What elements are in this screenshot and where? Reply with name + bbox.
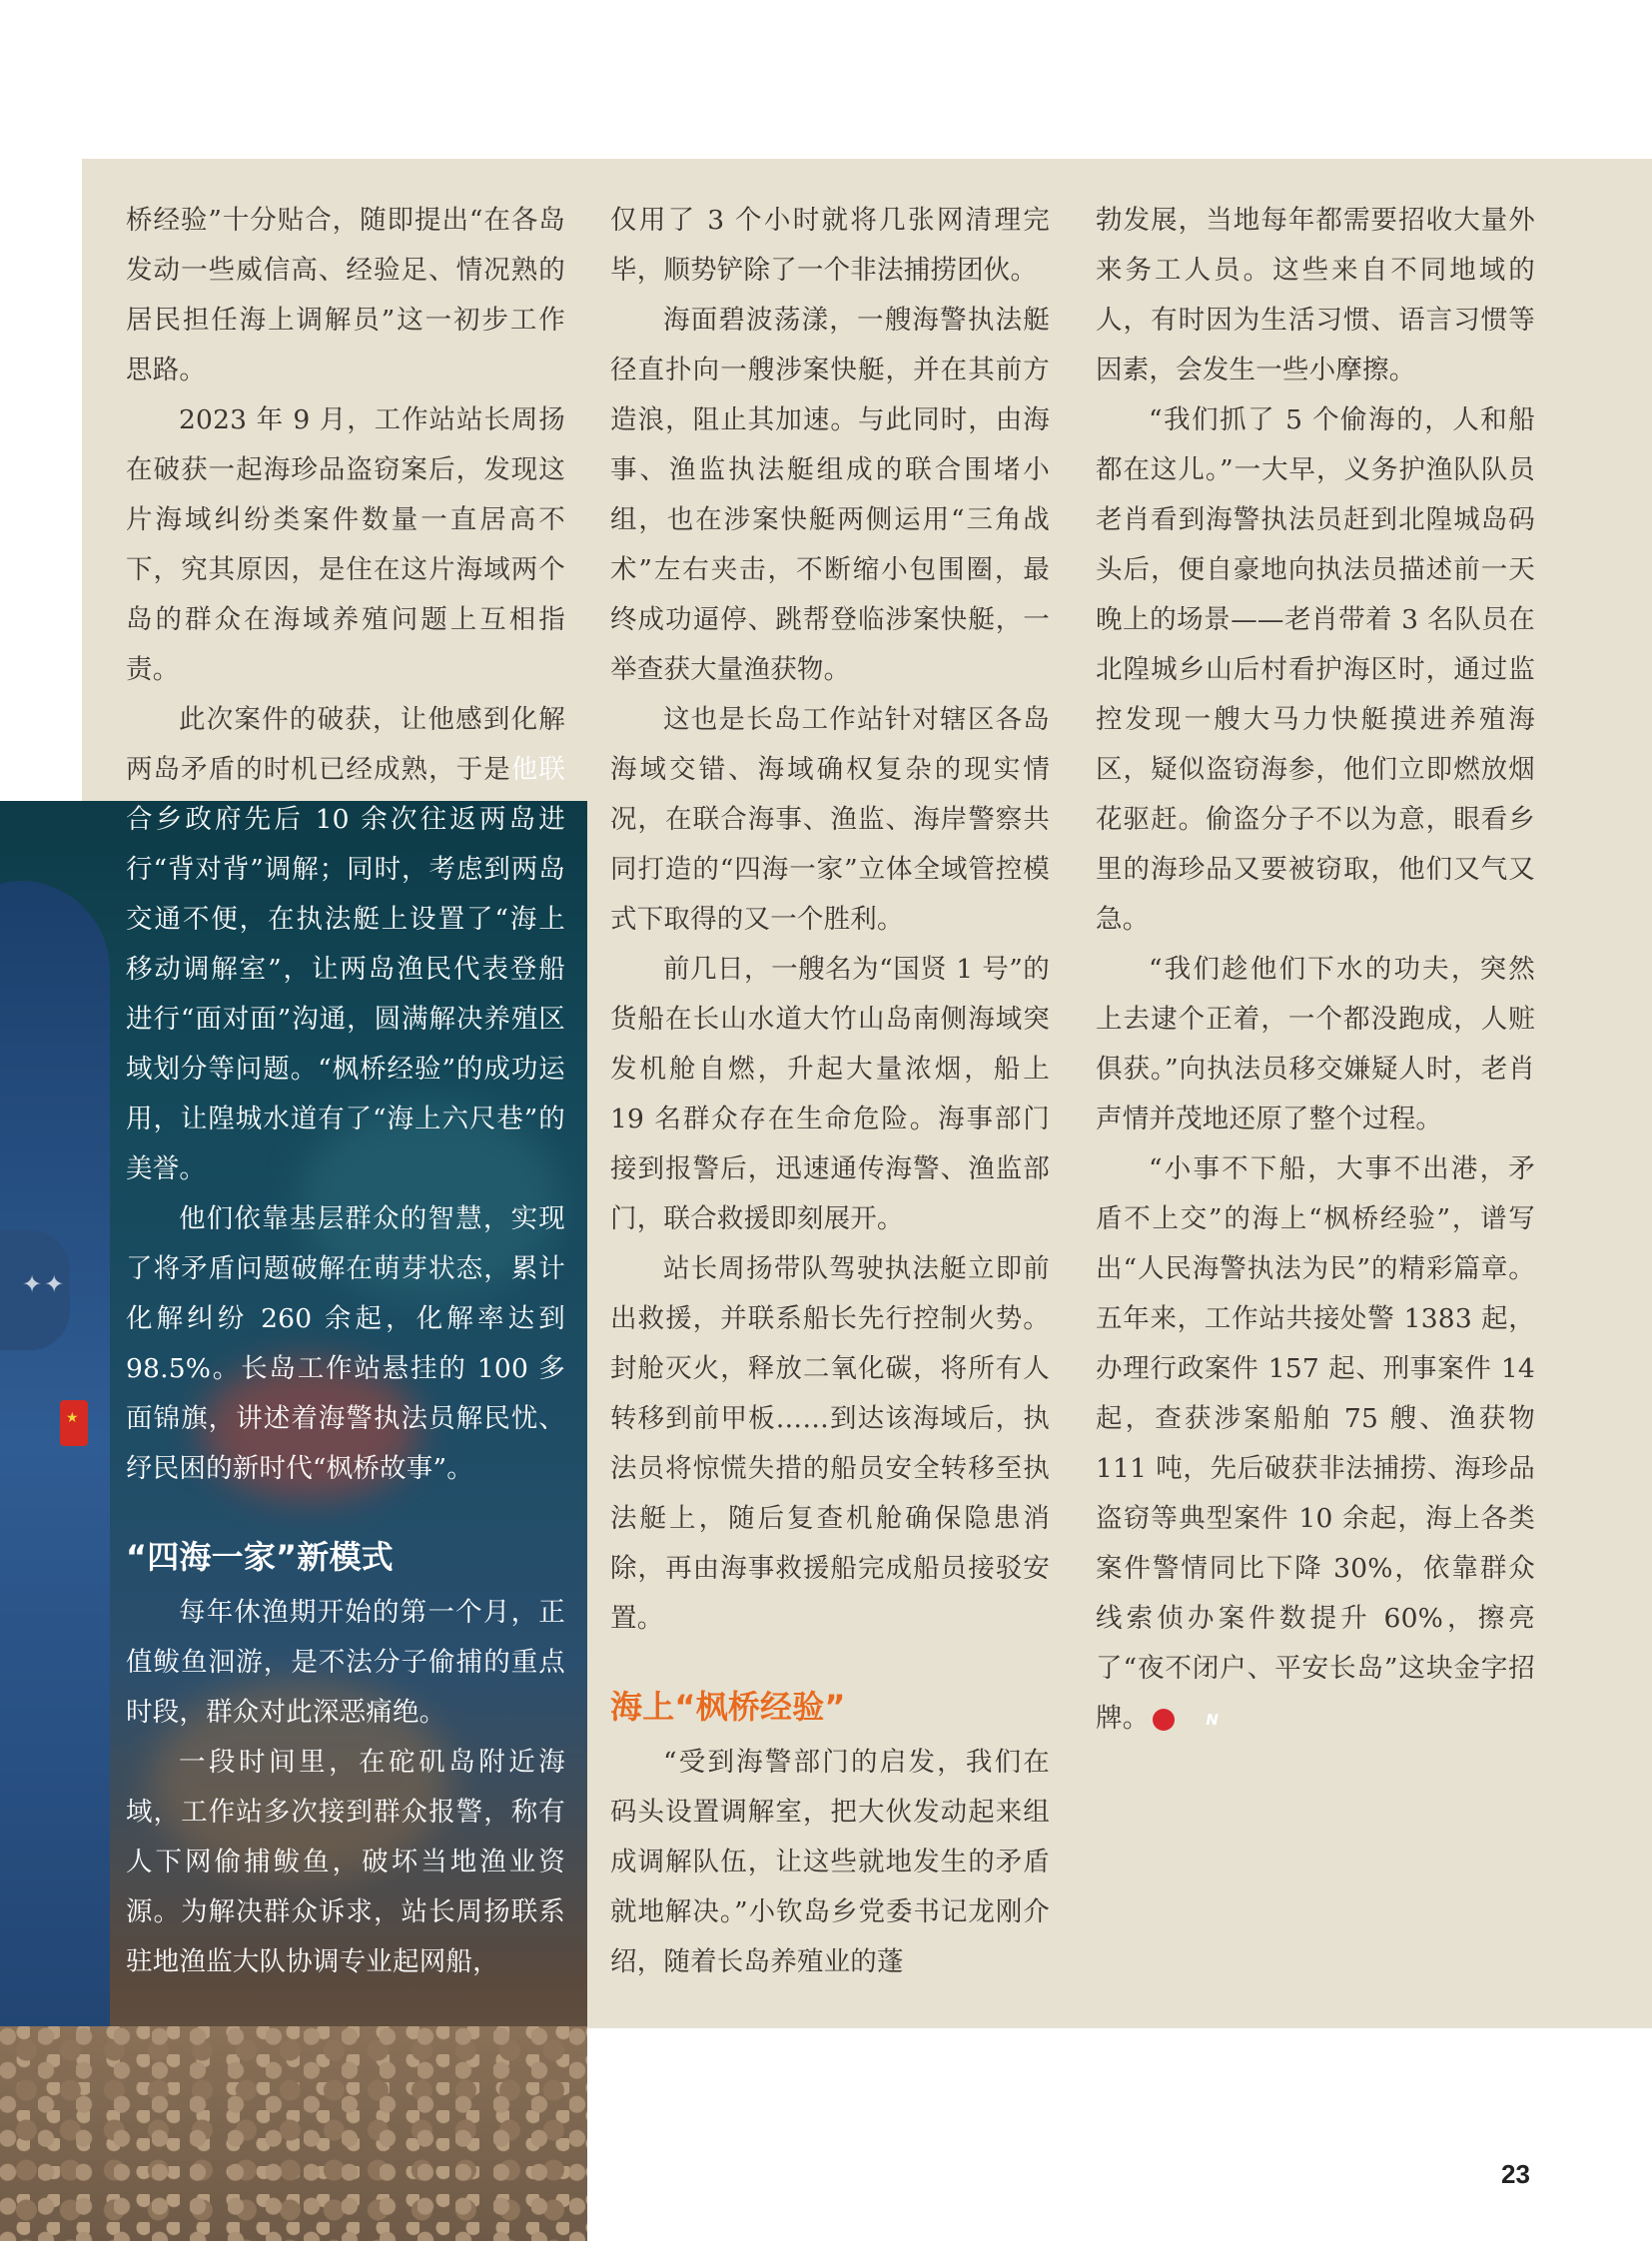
paragraph: 2023 年 9 月，工作站站长周扬在破获一起海珍品盗窃案后，发现这片海域纠纷类案件数量一直居高不下，究其原因，是住在这片海域两个岛的群众在海域养殖问题上互相指责。 bbox=[126, 404, 565, 685]
paragraph: 前几日，一艘名为“国贤 1 号”的货船在长山水道大竹山岛南侧海域突发机舱自燃，升起大量浓烟，船上 19 名群众存在生命危险。海事部门接到报警后，迅速通传海警、渔监部门，联合救援即刻展开。 bbox=[610, 954, 1050, 1234]
paragraph bbox=[1096, 1144, 1535, 1744]
paragraph: 海面碧波荡漾，一艘海警执法艇径直扑向一艘涉案快艇，并在其前方造浪，阻止其加速。与此同时，由海事、渔监执法艇组成的联合围堵小组，也在涉案快艇两侧运用“三角战术”左右夹击，不断缩小包围圈，最终成功逼停、跳帮登临涉案快艇，一举查获大量渔获物。 bbox=[610, 305, 1050, 685]
paragraph-text: 此次案件的破获，让他感到化解两岛矛盾的时机已经成熟，于是 bbox=[126, 704, 565, 785]
paragraph: 仅用了 3 个小时就将几张网清理完毕，顺势铲除了一个非法捕捞团伙。 bbox=[610, 205, 1050, 286]
article-column-3 bbox=[1096, 196, 1535, 1744]
flag-patch-icon bbox=[60, 1400, 88, 1446]
paragraph-text-on-photo: 他联合乡政府先后 10 余次往返两岛进行“背对背”调解；同时，考虑到两岛交通不便，在执法艇上设置了“海上移动调解室”，让两岛渔民代表登船进行“面对面”沟通，圆满解决养殖区域划分等问题。“枫桥经验”的成功运用，让隍城水道有了“海上六尺巷”的美誉。 bbox=[126, 754, 565, 1184]
end-mark-icon: N bbox=[1153, 1709, 1175, 1731]
gravel-ground bbox=[0, 2026, 587, 2241]
paragraph bbox=[126, 695, 565, 1194]
section-heading: “四海一家”新模式 bbox=[126, 1538, 394, 1576]
paragraph: 一段时间里，在砣矶岛附近海域，工作站多次接到群众报警，称有人下网偷捕鲅鱼，破坏当地渔业资源。为解决群众诉求，站长周扬联系驻地渔监大队协调专业起网船， bbox=[126, 1747, 565, 1977]
paragraph: “我们趁他们下水的功夫，突然上去逮个正着，一个都没跑成，人赃俱获。”向执法员移交嫌疑人时，老肖声情并茂地还原了整个过程。 bbox=[1096, 954, 1535, 1134]
paragraph: 每年休渔期开始的第一个月，正值鲅鱼洄游，是不法分子偷捕的重点时段，群众对此深恶痛绝。 bbox=[126, 1597, 565, 1728]
paragraph: “我们抓了 5 个偷海的，人和船都在这儿。”一大早，义务护渔队队员老肖看到海警执法员赶到北隍城岛码头后，便自豪地向执法员描述前一天晚上的场景——老肖带着 3 名队员在北隍城乡山后村看护海区时，通过监控发现一艘大马力快艇摸进养殖海区，疑似盗窃海参，他们立即燃放烟花驱赶。偷盗分子不以为意，眼看乡里的海珍品又要被窃取，他们又气又急。 bbox=[1096, 404, 1535, 935]
paragraph: 勃发展，当地每年都需要招收大量外来务工人员。这些来自不同地域的人，有时因为生活习惯、语言习惯等因素，会发生一些小摩擦。 bbox=[1096, 205, 1535, 385]
paragraph: 他们依靠基层群众的智慧，实现了将矛盾问题破解在萌芽状态，累计化解纠纷 260 余起，化解率达到 98.5%。长岛工作站悬挂的 100 多面锦旗，讲述着海警执法员解民忧、纾民困的新时代“枫桥故事”。 bbox=[126, 1203, 565, 1484]
section-heading: 海上“枫桥经验” bbox=[610, 1688, 846, 1726]
article-column-2 bbox=[610, 196, 1050, 1987]
epaulette-stars: ✦✦ bbox=[22, 1270, 67, 1298]
paragraph: 桥经验”十分贴合，随即提出“在各岛发动一些威信高、经验足、情况熟的居民担任海上调解员”这一初步工作思路。 bbox=[126, 205, 565, 385]
article-column-1 bbox=[126, 196, 565, 1987]
paragraph-text: “小事不下船，大事不出港，矛盾不上交”的海上“枫桥经验”，谱写出“人民海警执法为民”的精彩篇章。五年来，工作站共接处警 1383 起，办理行政案件 157 起、刑事案件 14 起，查获涉案船舶 75 艘、渔获物 111 吨，先后破获非法捕捞、海珍品盗窃等典型案件 10 余起，海上各类案件警情同比下降 30%，依靠群众线索侦办案件数提升 60%，擦亮了“夜不闭户、平安长岛”这块金字招牌。 bbox=[1096, 1153, 1535, 1734]
paragraph: “受到海警部门的启发，我们在码头设置调解室，把大伙发动起来组成调解队伍，让这些就地发生的矛盾就地解决。”小钦岛乡党委书记龙刚介绍，随着长岛养殖业的蓬 bbox=[610, 1747, 1050, 1977]
paragraph: 这也是长岛工作站针对辖区各岛海域交错、海域确权复杂的现实情况，在联合海事、渔监、海岸警察共同打造的“四海一家”立体全域管控模式下取得的又一个胜利。 bbox=[610, 704, 1050, 935]
paragraph: 站长周扬带队驾驶执法艇立即前出救援，并联系船长先行控制火势。封舱灭火，释放二氧化碳，将所有人转移到前甲板……到达该海域后，执法员将惊慌失措的船员安全转移至执法艇上，随后复查机舱确保隐患消除，再由海事救援船完成船员接驳安置。 bbox=[610, 1253, 1050, 1634]
page-number: 23 bbox=[1501, 2159, 1530, 2189]
